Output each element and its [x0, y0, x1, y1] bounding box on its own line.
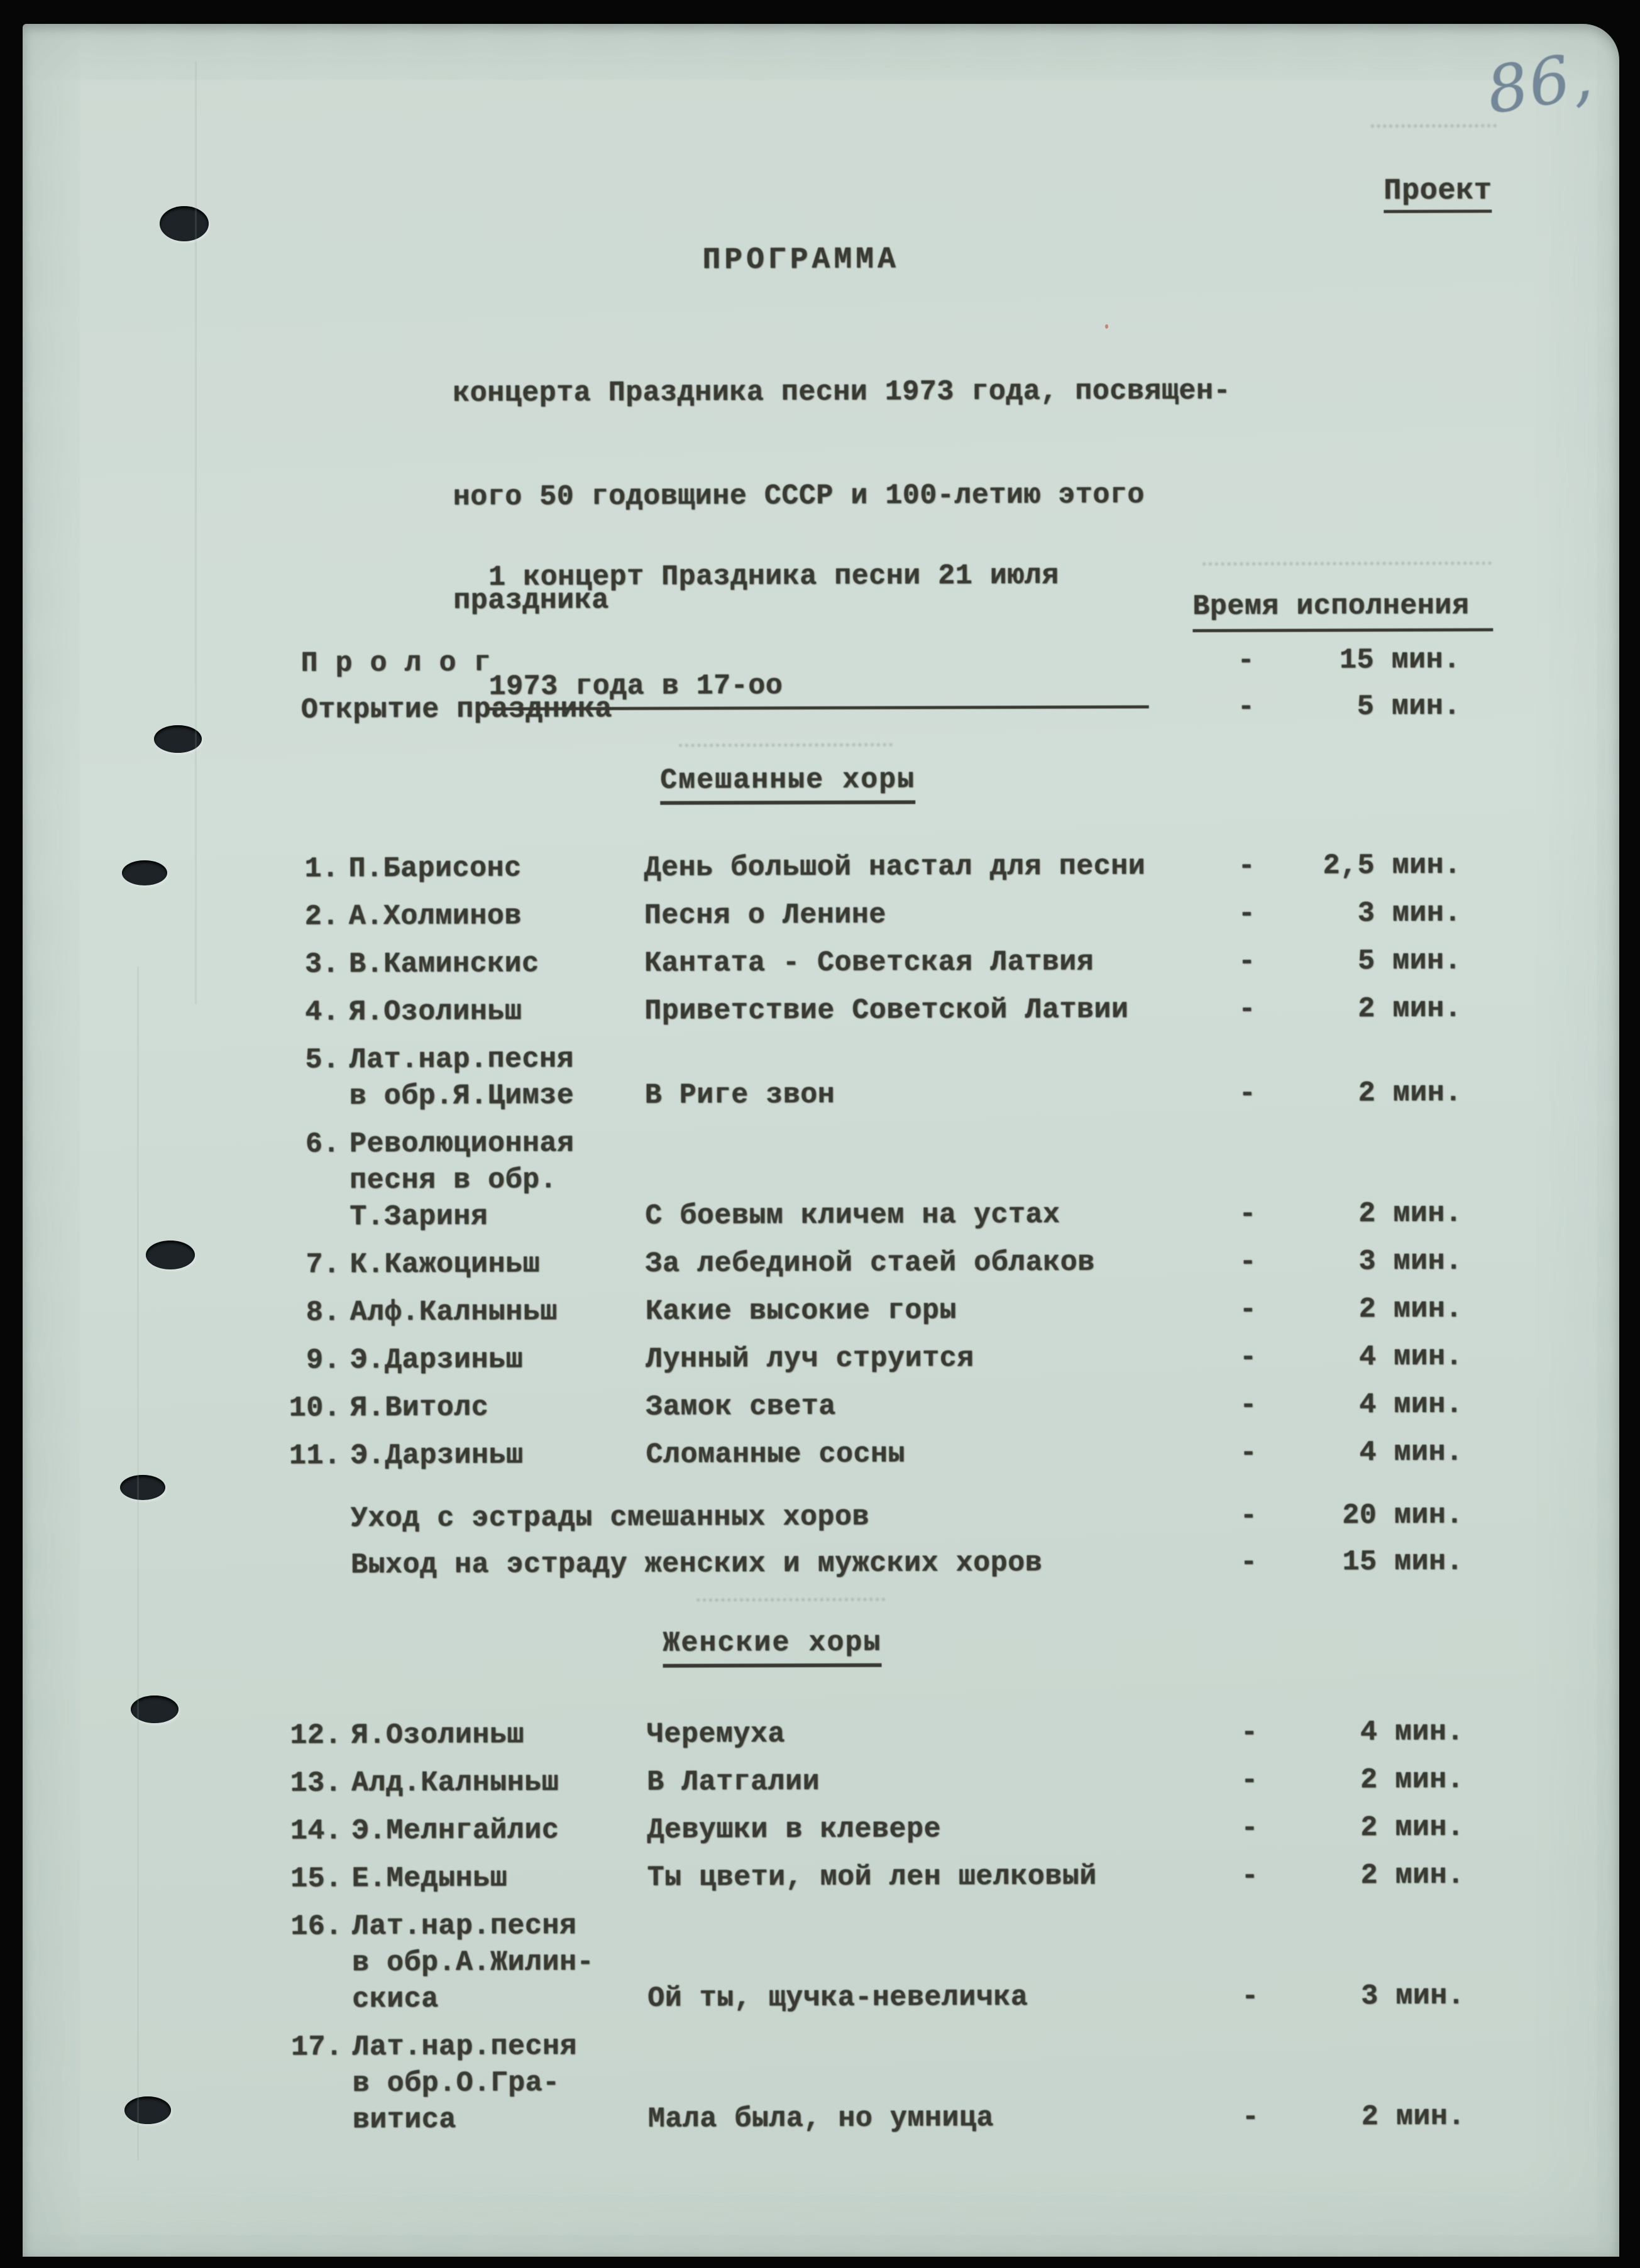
interlude-label: Уход с эстрады смешанных хоров: [350, 1501, 870, 1535]
duration: 4 мин.: [1358, 1340, 1463, 1374]
song-title: Приветствие Советской Латвии: [644, 994, 1129, 1027]
composer-line: Я.Озолиньш: [351, 1719, 525, 1752]
subtitle-line: концерта Праздника песни 1973 года, посвящен-: [453, 375, 1231, 410]
song-title: День большой настал для песни: [644, 850, 1146, 884]
program-row: [289, 2026, 1465, 2139]
dash: -: [1241, 1980, 1259, 2013]
time-column-header-text: Время исполнения: [1192, 588, 1493, 633]
composer-name: [350, 1342, 636, 1379]
song-title: За лебединой стаей облаков: [645, 1246, 1095, 1280]
duration: 2 мин.: [1360, 1859, 1465, 1892]
section-title: [285, 760, 1461, 806]
song-title: Черемуха: [646, 1718, 786, 1751]
composer-line: Лат.нар.песня: [351, 1910, 577, 1943]
item-number: 11.: [289, 1440, 341, 1472]
song-title: Лунный луч струится: [645, 1342, 974, 1376]
draft-stamp: [1384, 173, 1492, 211]
program-row: [287, 1387, 1463, 1427]
composer-name: [349, 994, 635, 1031]
duration: 4 мин.: [1359, 1436, 1463, 1469]
song-title: Песня о Ленине: [644, 899, 886, 932]
concert-heading-line1: 1 концерт Праздника песни 21 июля: [488, 559, 1059, 594]
duration: 20 мин.: [1342, 1499, 1463, 1532]
composer-line: витиса: [352, 2103, 456, 2137]
composer-line: Т.Зариня: [349, 1200, 488, 1234]
composer-line: К.Кажоциньш: [349, 1248, 541, 1281]
composer-name: [351, 1717, 637, 1754]
duration: 2 мин.: [1358, 1293, 1463, 1326]
interlude-label: Выход на эстраду женских и мужских хоров: [350, 1547, 1043, 1582]
composer-line: в обр.А.Жилин-: [351, 1946, 595, 1980]
item-number: 12.: [290, 1719, 342, 1752]
composer-line: в обр.О.Гра-: [352, 2067, 560, 2100]
composer-line: песня в обр.: [349, 1164, 558, 1197]
duration: 15 мин.: [1339, 644, 1461, 677]
composer-name: [350, 1389, 636, 1427]
program-row: [287, 1339, 1463, 1379]
composer-line: А.Холминов: [348, 900, 522, 933]
program-row: [288, 1498, 1463, 1538]
ghost-marks: [1371, 124, 1497, 128]
song-title: Девушки в клевере: [647, 1813, 942, 1846]
duration: 5 мин.: [1357, 690, 1461, 723]
item-number: 3.: [304, 948, 340, 981]
song-title: Мала была, но умница: [647, 2102, 994, 2135]
dash: -: [1237, 691, 1255, 723]
section-title: [288, 1623, 1463, 1669]
composer-name: [349, 1041, 635, 1115]
dash: -: [1241, 1860, 1259, 1892]
song-title: С боевым кличем на устах: [645, 1198, 1060, 1232]
composer-name: [350, 1437, 636, 1474]
composer-line: Революционная: [349, 1127, 575, 1161]
program-row: [289, 1858, 1465, 1898]
program-row: [289, 1762, 1464, 1802]
item-number: 15.: [290, 1863, 343, 1895]
composer-line: Я.Озолиньш: [349, 995, 522, 1029]
duration: 4 мин.: [1360, 1716, 1464, 1749]
composer-line: Алф.Калныньш: [349, 1296, 558, 1329]
program-row: [286, 1039, 1461, 1115]
scanned-page: [23, 24, 1619, 2257]
duration: 2 мин.: [1358, 1076, 1462, 1110]
composer-name: [349, 946, 635, 983]
dash: -: [1240, 1499, 1258, 1532]
duration: 3 мин.: [1361, 1980, 1465, 2013]
program-row: [286, 991, 1461, 1031]
dash: -: [1240, 1546, 1258, 1579]
dash: -: [1240, 1716, 1258, 1749]
program-row: [285, 689, 1461, 729]
program-table: [285, 642, 1465, 2150]
song-title: Ой ты, щучка-невеличка: [647, 1981, 1028, 2015]
composer-name: [352, 1860, 638, 1897]
program-row: [288, 1544, 1463, 1584]
item-number: 14.: [290, 1815, 343, 1848]
composer-line: Э.Мелнгайлис: [351, 1814, 559, 1848]
handwritten-page-number: 86,: [1482, 38, 1599, 129]
dash: -: [1241, 1812, 1258, 1844]
composer-name: [352, 2029, 639, 2139]
program-row: [287, 1435, 1463, 1475]
duration: 2 мин.: [1358, 1197, 1463, 1230]
prologue-label: Открытие праздника: [300, 693, 612, 726]
subtitle-line: праздника: [453, 584, 609, 617]
composer-name: [350, 1294, 636, 1331]
item-number: 17.: [290, 2031, 343, 2064]
program-row: [285, 642, 1460, 682]
composer-name: [349, 1246, 636, 1283]
item-number: 6.: [305, 1128, 341, 1161]
ghost-marks: [1202, 562, 1492, 566]
composer-line: Лат.нар.песня: [352, 2030, 578, 2064]
section-title-text: Женские хоры: [663, 1625, 881, 1668]
item-number: 16.: [290, 1910, 343, 1943]
page-title: ПРОГРАММА: [702, 243, 900, 278]
composer-line: Э.Дарзиньш: [350, 1439, 524, 1472]
composer-line: скиса: [352, 1983, 439, 2016]
composer-name: [349, 1126, 636, 1235]
composer-name: [351, 1765, 637, 1802]
composer-name: [348, 850, 634, 887]
program-row: [287, 1291, 1463, 1332]
item-number: 2.: [304, 901, 339, 933]
program-row: [287, 1123, 1463, 1236]
duration: 3 мин.: [1358, 1245, 1463, 1278]
dash: -: [1238, 993, 1256, 1026]
dash: -: [1239, 1246, 1257, 1278]
item-number: 7.: [305, 1249, 341, 1281]
dash: -: [1239, 1198, 1257, 1230]
composer-line: П.Барисонс: [348, 852, 522, 885]
draft-stamp-text: Проект: [1384, 175, 1492, 214]
item-number: 8.: [305, 1296, 341, 1329]
dash: -: [1241, 1764, 1258, 1797]
concert-heading-line2: 1973 года в 17-оо: [489, 667, 1149, 710]
page-content: [23, 24, 1619, 2257]
item-number: 10.: [289, 1392, 341, 1425]
song-title: В Риге звон: [644, 1078, 835, 1112]
composer-name: [352, 1908, 639, 2018]
composer-name: [349, 898, 635, 935]
time-column-header: [1192, 588, 1493, 633]
song-title: Какие высокие горы: [645, 1295, 957, 1328]
dash: -: [1240, 1437, 1258, 1469]
dash: -: [1238, 897, 1256, 930]
composer-line: В.Каминскис: [348, 948, 539, 981]
song-title: Сломанные сосны: [646, 1438, 906, 1471]
program-row: [289, 1810, 1464, 1850]
program-row: [287, 1244, 1462, 1284]
song-title: Кантата - Советская Латвия: [644, 946, 1094, 980]
program-row: [286, 896, 1461, 936]
program-row: [289, 1905, 1465, 2019]
composer-line: Лат.нар.песня: [349, 1043, 575, 1076]
dash: -: [1237, 644, 1255, 677]
dash: -: [1238, 945, 1256, 978]
item-number: 4.: [305, 996, 340, 1029]
dash: -: [1241, 2101, 1260, 2134]
composer-name: [351, 1812, 637, 1849]
duration: 4 мин.: [1359, 1388, 1463, 1422]
duration: 3 мин.: [1357, 897, 1461, 930]
composer-line: Э.Дарзиньш: [349, 1344, 524, 1377]
composer-line: Я.Витолс: [350, 1391, 489, 1425]
song-title: В Латгалии: [647, 1765, 820, 1799]
duration: 5 мин.: [1357, 945, 1462, 978]
duration: 2 мин.: [1360, 1811, 1465, 1844]
composer-line: Е.Медыньш: [351, 1862, 508, 1895]
dash: -: [1239, 1341, 1257, 1374]
song-title: Ты цвети, мой лен шелковый: [647, 1860, 1097, 1894]
item-number: 5.: [305, 1044, 340, 1076]
composer-line: в обр.Я.Цимзе: [349, 1080, 575, 1113]
subtitle-line: ного 50 годовщине СССР и 100-летию этого: [453, 479, 1145, 513]
duration: 2 мин.: [1361, 2100, 1465, 2134]
duration: 2,5 мин.: [1323, 849, 1461, 882]
program-row: [286, 943, 1461, 983]
item-number: 9.: [305, 1344, 341, 1377]
song-title: Замок света: [646, 1390, 836, 1423]
item-number: 1.: [304, 853, 339, 885]
item-number: 13.: [290, 1767, 343, 1800]
program-row: [289, 1714, 1464, 1755]
program-row: [285, 848, 1461, 888]
section-title-text: Смешанные хоры: [660, 762, 915, 804]
composer-line: Алд.Калныньш: [351, 1767, 559, 1800]
dash: -: [1238, 1077, 1257, 1110]
dash: -: [1238, 850, 1256, 882]
prologue-label: П р о л о г: [300, 647, 492, 680]
dash: -: [1240, 1389, 1257, 1422]
dash: -: [1239, 1293, 1257, 1326]
duration: 2 мин.: [1360, 1763, 1465, 1797]
duration: 2 мин.: [1358, 992, 1462, 1026]
duration: 15 мин.: [1342, 1545, 1464, 1579]
